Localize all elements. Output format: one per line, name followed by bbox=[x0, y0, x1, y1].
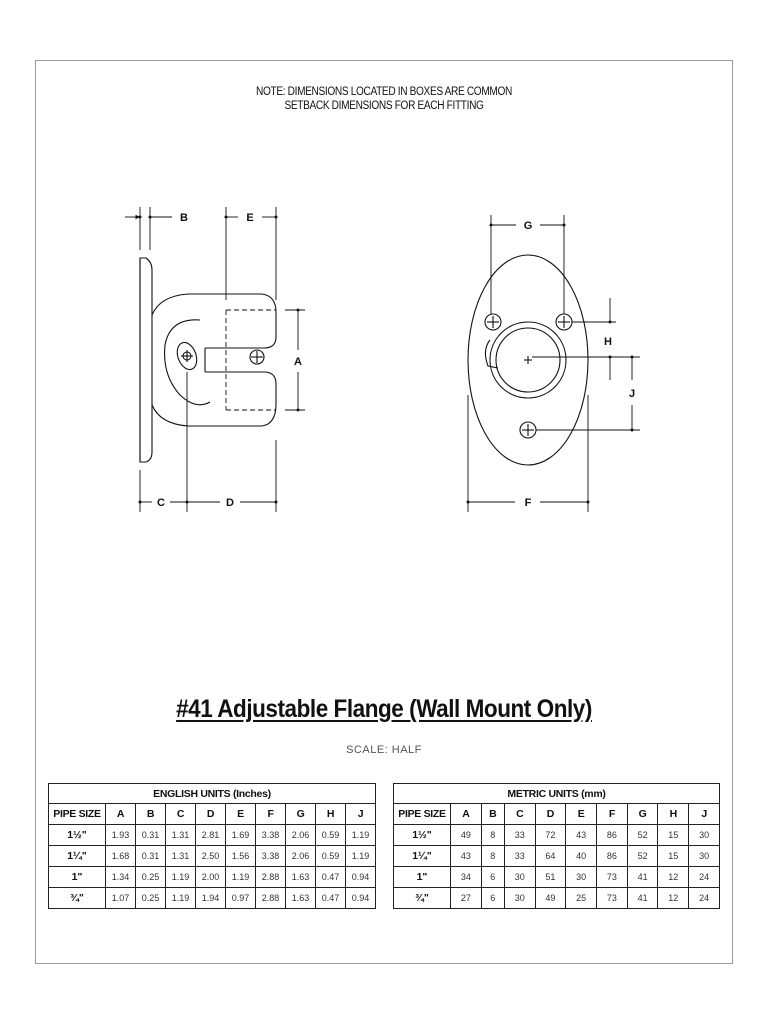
header-cell: PIPE SIZE bbox=[394, 804, 451, 825]
dimension-value-cell: 2.81 bbox=[196, 825, 226, 846]
dimension-value-cell: 6 bbox=[481, 867, 504, 888]
header-cell: B bbox=[481, 804, 504, 825]
dimension-value-cell: 30 bbox=[689, 825, 720, 846]
dimension-value-cell: 25 bbox=[566, 888, 597, 909]
dimension-value-cell: 6 bbox=[481, 888, 504, 909]
dimension-value-cell: 43 bbox=[451, 846, 482, 867]
dimension-value-cell: 0.94 bbox=[346, 888, 376, 909]
dimension-value-cell: 1.68 bbox=[106, 846, 136, 867]
dimension-value-cell: 1.31 bbox=[166, 825, 196, 846]
header-cell: F bbox=[597, 804, 628, 825]
dimension-value-cell: 51 bbox=[535, 867, 566, 888]
dimension-value-cell: 1.63 bbox=[286, 867, 316, 888]
dimension-value-cell: 1.94 bbox=[196, 888, 226, 909]
english-table-body bbox=[49, 825, 376, 909]
dimension-value-cell: 49 bbox=[451, 825, 482, 846]
dim-label-b: B bbox=[180, 212, 188, 224]
dimension-value-cell: 2.88 bbox=[256, 867, 286, 888]
header-cell: D bbox=[535, 804, 566, 825]
table-row bbox=[49, 825, 376, 846]
pipe-size-cell: 1" bbox=[394, 867, 451, 888]
header-cell: G bbox=[627, 804, 658, 825]
english-table-caption: ENGLISH UNITS (Inches) bbox=[49, 784, 376, 804]
dimension-value-cell: 1.19 bbox=[226, 867, 256, 888]
dimension-value-cell: 1.19 bbox=[346, 846, 376, 867]
metric-header-row bbox=[394, 804, 720, 825]
dimension-value-cell: 1.19 bbox=[346, 825, 376, 846]
pipe-size-cell: 1½" bbox=[394, 825, 451, 846]
dimension-value-cell: 0.94 bbox=[346, 867, 376, 888]
pipe-size-cell: 1¼" bbox=[394, 846, 451, 867]
header-cell: C bbox=[166, 804, 196, 825]
dimension-value-cell: 8 bbox=[481, 846, 504, 867]
metric-table-caption: METRIC UNITS (mm) bbox=[394, 784, 720, 804]
english-header-row bbox=[49, 804, 376, 825]
dimension-value-cell: 2.00 bbox=[196, 867, 226, 888]
dim-label-f: F bbox=[524, 497, 532, 509]
dimension-value-cell: 30 bbox=[566, 867, 597, 888]
metric-table-body bbox=[394, 825, 720, 909]
dimension-value-cell: 1.07 bbox=[106, 888, 136, 909]
dimension-value-cell: 30 bbox=[504, 867, 535, 888]
dim-label-d: D bbox=[226, 497, 234, 509]
dimension-value-cell: 30 bbox=[689, 846, 720, 867]
dimension-value-cell: 1.19 bbox=[166, 888, 196, 909]
dimension-value-cell: 12 bbox=[658, 867, 689, 888]
metric-units-table bbox=[393, 783, 720, 909]
table-row bbox=[49, 888, 376, 909]
header-cell: H bbox=[316, 804, 346, 825]
pipe-size-cell: ¾" bbox=[394, 888, 451, 909]
dimension-value-cell: 24 bbox=[689, 888, 720, 909]
dimension-value-cell: 2.50 bbox=[196, 846, 226, 867]
side-view-flange bbox=[140, 258, 276, 462]
dimension-value-cell: 33 bbox=[504, 825, 535, 846]
dimension-value-cell: 1.93 bbox=[106, 825, 136, 846]
dim-label-j: J bbox=[628, 388, 636, 400]
dimension-value-cell: 33 bbox=[504, 846, 535, 867]
dimension-value-cell: 3.38 bbox=[256, 825, 286, 846]
drawing-scale: SCALE: HALF bbox=[346, 744, 422, 756]
header-cell: A bbox=[106, 804, 136, 825]
dimension-value-cell: 0.47 bbox=[316, 888, 346, 909]
dimension-value-cell: 30 bbox=[504, 888, 535, 909]
dimension-value-cell: 15 bbox=[658, 825, 689, 846]
drawing-title: #41 Adjustable Flange (Wall Mount Only) bbox=[176, 695, 592, 723]
header-cell: B bbox=[136, 804, 166, 825]
note-line-2: SETBACK DIMENSIONS FOR EACH FITTING bbox=[284, 100, 484, 112]
dim-label-h: H bbox=[604, 336, 612, 348]
header-cell: G bbox=[286, 804, 316, 825]
header-cell: J bbox=[689, 804, 720, 825]
dimension-value-cell: 64 bbox=[535, 846, 566, 867]
table-row bbox=[49, 867, 376, 888]
dimension-value-cell: 1.63 bbox=[286, 888, 316, 909]
dimension-value-cell: 12 bbox=[658, 888, 689, 909]
dimension-value-cell: 0.59 bbox=[316, 825, 346, 846]
dimension-value-cell: 52 bbox=[627, 825, 658, 846]
header-cell: A bbox=[451, 804, 482, 825]
dimension-value-cell: 86 bbox=[597, 846, 628, 867]
dimension-value-cell: 0.31 bbox=[136, 825, 166, 846]
dimension-value-cell: 73 bbox=[597, 888, 628, 909]
table-row bbox=[394, 888, 720, 909]
dimension-value-cell: 0.31 bbox=[136, 846, 166, 867]
dimension-tick-dots bbox=[139, 216, 634, 504]
dimension-value-cell: 2.06 bbox=[286, 846, 316, 867]
table-row bbox=[394, 846, 720, 867]
dimension-value-cell: 43 bbox=[566, 825, 597, 846]
dimension-value-cell: 2.06 bbox=[286, 825, 316, 846]
dimension-value-cell: 1.56 bbox=[226, 846, 256, 867]
header-cell: E bbox=[226, 804, 256, 825]
dimension-value-cell: 15 bbox=[658, 846, 689, 867]
dimension-value-cell: 3.38 bbox=[256, 846, 286, 867]
note-line-1: NOTE: DIMENSIONS LOCATED IN BOXES ARE COMMON bbox=[256, 86, 512, 98]
header-cell: H bbox=[658, 804, 689, 825]
pipe-size-cell: ¾" bbox=[49, 888, 106, 909]
header-cell: J bbox=[346, 804, 376, 825]
dim-label-a: A bbox=[294, 356, 302, 368]
dimension-value-cell: 0.97 bbox=[226, 888, 256, 909]
table-row bbox=[394, 825, 720, 846]
dim-label-g: G bbox=[523, 220, 533, 232]
table-row bbox=[394, 867, 720, 888]
dimension-value-cell: 86 bbox=[597, 825, 628, 846]
header-cell: PIPE SIZE bbox=[49, 804, 106, 825]
dimension-value-cell: 27 bbox=[451, 888, 482, 909]
dimension-value-cell: 49 bbox=[535, 888, 566, 909]
dimension-value-cell: 34 bbox=[451, 867, 482, 888]
dimension-value-cell: 0.59 bbox=[316, 846, 346, 867]
dimension-value-cell: 8 bbox=[481, 825, 504, 846]
header-cell: E bbox=[566, 804, 597, 825]
dimension-value-cell: 73 bbox=[597, 867, 628, 888]
dimension-value-cell: 1.31 bbox=[166, 846, 196, 867]
pipe-size-cell: 1" bbox=[49, 867, 106, 888]
dimension-value-cell: 0.25 bbox=[136, 867, 166, 888]
english-units-table bbox=[48, 783, 376, 909]
dim-label-e: E bbox=[246, 212, 254, 224]
dimension-value-cell: 1.34 bbox=[106, 867, 136, 888]
dimension-value-cell: 41 bbox=[627, 888, 658, 909]
pipe-size-cell: 1¼" bbox=[49, 846, 106, 867]
table-row bbox=[49, 846, 376, 867]
header-cell: F bbox=[256, 804, 286, 825]
dimension-value-cell: 72 bbox=[535, 825, 566, 846]
dimension-value-cell: 40 bbox=[566, 846, 597, 867]
dimension-value-cell: 0.47 bbox=[316, 867, 346, 888]
dimension-value-cell: 24 bbox=[689, 867, 720, 888]
pipe-size-cell: 1½" bbox=[49, 825, 106, 846]
dimension-value-cell: 52 bbox=[627, 846, 658, 867]
dimension-value-cell: 41 bbox=[627, 867, 658, 888]
dimension-value-cell: 1.69 bbox=[226, 825, 256, 846]
dim-label-c: C bbox=[157, 497, 165, 509]
header-cell: D bbox=[196, 804, 226, 825]
front-view-flange bbox=[468, 255, 588, 465]
dimension-value-cell: 2.88 bbox=[256, 888, 286, 909]
dimension-value-cell: 0.25 bbox=[136, 888, 166, 909]
front-view-dimension-lines bbox=[468, 215, 640, 512]
header-cell: C bbox=[504, 804, 535, 825]
dimension-value-cell: 1.19 bbox=[166, 867, 196, 888]
